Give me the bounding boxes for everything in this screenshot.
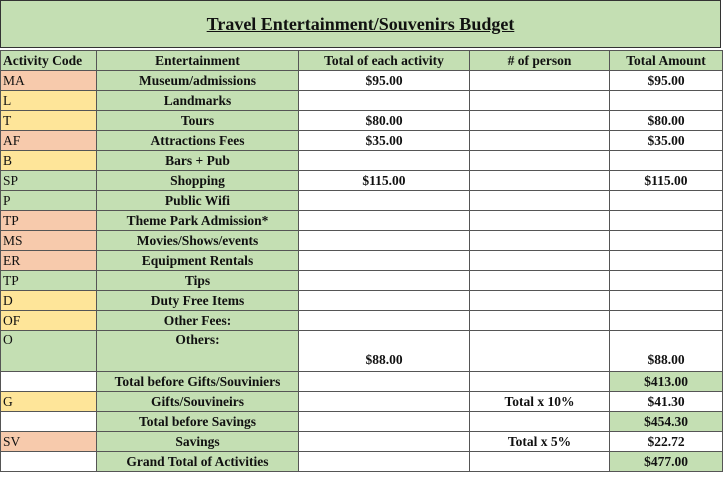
total-amount-cell[interactable] [610,91,723,111]
total-amount-cell[interactable]: $115.00 [610,171,723,191]
total-each-activity-cell[interactable]: $115.00 [299,171,470,191]
entertainment-cell[interactable]: Gifts/Souvineirs [97,392,299,412]
total-amount-cell[interactable] [610,151,723,171]
number-of-person-cell[interactable]: Total x 5% [470,432,610,452]
total-each-activity-cell[interactable] [299,271,470,291]
number-of-person-cell[interactable] [470,111,610,131]
number-of-person-cell[interactable] [470,412,610,432]
total-amount-cell[interactable]: $95.00 [610,71,723,91]
summary-row [1,432,723,452]
header-row [1,51,723,71]
entertainment-cell[interactable]: Other Fees: [97,311,299,331]
number-of-person-cell[interactable] [470,171,610,191]
entertainment-cell[interactable]: Equipment Rentals [97,251,299,271]
entertainment-cell[interactable]: Museum/admissions [97,71,299,91]
activity-code-cell[interactable]: ER [1,251,97,271]
total-amount-cell[interactable] [610,191,723,211]
activity-row [1,231,723,251]
number-of-person-cell[interactable] [470,131,610,151]
summary-row [1,392,723,412]
total-each-activity-cell[interactable] [299,452,470,472]
activity-rows [1,71,723,472]
entertainment-cell[interactable]: Shopping [97,171,299,191]
entertainment-cell[interactable]: Grand Total of Activities [97,452,299,472]
total-each-activity-cell[interactable] [299,412,470,432]
activity-code-cell[interactable]: L [1,91,97,111]
entertainment-cell[interactable]: Tips [97,271,299,291]
header-total-each-activity[interactable]: Total of each activity [299,51,470,71]
sheet-title: Travel Entertainment/Souvenirs Budget [0,0,721,48]
activity-code-cell[interactable]: D [1,291,97,311]
activity-code-cell[interactable]: AF [1,131,97,151]
activity-code-cell[interactable]: O [1,331,97,372]
activity-code-cell[interactable]: TP [1,211,97,231]
activity-row [1,191,723,211]
number-of-person-cell[interactable] [470,311,610,331]
activity-code-cell[interactable]: OF [1,311,97,331]
number-of-person-cell[interactable] [470,151,610,171]
total-amount-cell[interactable]: $477.00 [610,452,723,472]
total-each-activity-cell[interactable] [299,91,470,111]
header-number-of-person[interactable]: # of person [470,51,610,71]
total-each-activity-cell[interactable]: $80.00 [299,111,470,131]
number-of-person-cell[interactable] [470,251,610,271]
total-amount-cell[interactable]: $454.30 [610,412,723,432]
number-of-person-cell[interactable] [470,271,610,291]
entertainment-cell[interactable]: Total before Savings [97,412,299,432]
total-each-activity-cell[interactable] [299,231,470,251]
activity-row [1,211,723,231]
activity-row [1,311,723,331]
total-amount-cell[interactable]: $80.00 [610,111,723,131]
header-total-amount[interactable]: Total Amount [610,51,723,71]
entertainment-cell[interactable]: Landmarks [97,91,299,111]
total-each-activity-cell[interactable] [299,191,470,211]
total-amount-cell[interactable]: $41.30 [610,392,723,412]
header-entertainment[interactable]: Entertainment [97,51,299,71]
total-amount-cell[interactable]: $22.72 [610,432,723,452]
number-of-person-cell[interactable] [470,191,610,211]
activity-row [1,91,723,111]
activity-code-cell[interactable] [1,372,97,392]
total-each-activity-cell[interactable]: $88.00 [299,331,470,372]
total-each-activity-cell[interactable] [299,151,470,171]
total-amount-cell[interactable] [610,271,723,291]
budget-table [0,50,723,472]
entertainment-cell[interactable]: Theme Park Admission* [97,211,299,231]
summary-row [1,412,723,432]
activity-code-cell[interactable]: G [1,392,97,412]
number-of-person-cell[interactable] [470,71,610,91]
activity-row [1,251,723,271]
entertainment-cell[interactable]: Total before Gifts/Souviniers [97,372,299,392]
entertainment-cell[interactable]: Bars + Pub [97,151,299,171]
total-amount-cell[interactable]: $35.00 [610,131,723,151]
total-each-activity-cell[interactable] [299,392,470,412]
activity-row [1,111,723,131]
activity-row [1,291,723,311]
activity-code-cell[interactable]: MA [1,71,97,91]
activity-code-cell[interactable]: TP [1,271,97,291]
number-of-person-cell[interactable] [470,452,610,472]
activity-row [1,271,723,291]
activity-code-cell[interactable]: P [1,191,97,211]
total-amount-cell[interactable] [610,311,723,331]
total-amount-cell[interactable] [610,251,723,271]
number-of-person-cell[interactable]: Total x 10% [470,392,610,412]
total-amount-cell[interactable] [610,211,723,231]
total-amount-cell[interactable] [610,231,723,251]
total-each-activity-cell[interactable]: $35.00 [299,131,470,151]
entertainment-cell[interactable]: Duty Free Items [97,291,299,311]
number-of-person-cell[interactable] [470,231,610,251]
activity-row [1,71,723,91]
header-activity-code[interactable]: Activity Code [1,51,97,71]
activity-code-cell[interactable]: SP [1,171,97,191]
activity-row [1,331,723,372]
activity-row [1,171,723,191]
entertainment-cell[interactable]: Attractions Fees [97,131,299,151]
number-of-person-cell[interactable] [470,291,610,311]
activity-row [1,131,723,151]
summary-row [1,372,723,392]
entertainment-cell[interactable]: Savings [97,432,299,452]
activity-code-cell[interactable]: T [1,111,97,131]
total-each-activity-cell[interactable] [299,251,470,271]
entertainment-cell[interactable]: Others: [97,331,299,372]
total-amount-cell[interactable]: $88.00 [610,331,723,372]
summary-row [1,452,723,472]
total-amount-cell[interactable] [610,291,723,311]
number-of-person-cell[interactable] [470,211,610,231]
number-of-person-cell[interactable] [470,331,610,372]
activity-row [1,151,723,171]
activity-code-cell[interactable] [1,412,97,432]
activity-code-cell[interactable]: SV [1,432,97,452]
activity-code-cell[interactable] [1,452,97,472]
number-of-person-cell[interactable] [470,91,610,111]
total-each-activity-cell[interactable] [299,211,470,231]
total-amount-cell[interactable]: $413.00 [610,372,723,392]
activity-code-cell[interactable]: MS [1,231,97,251]
entertainment-cell[interactable]: Tours [97,111,299,131]
total-each-activity-cell[interactable] [299,432,470,452]
number-of-person-cell[interactable] [470,372,610,392]
total-each-activity-cell[interactable] [299,291,470,311]
total-each-activity-cell[interactable] [299,372,470,392]
activity-code-cell[interactable]: B [1,151,97,171]
entertainment-cell[interactable]: Public Wifi [97,191,299,211]
total-each-activity-cell[interactable] [299,311,470,331]
total-each-activity-cell[interactable]: $95.00 [299,71,470,91]
entertainment-cell[interactable]: Movies/Shows/events [97,231,299,251]
